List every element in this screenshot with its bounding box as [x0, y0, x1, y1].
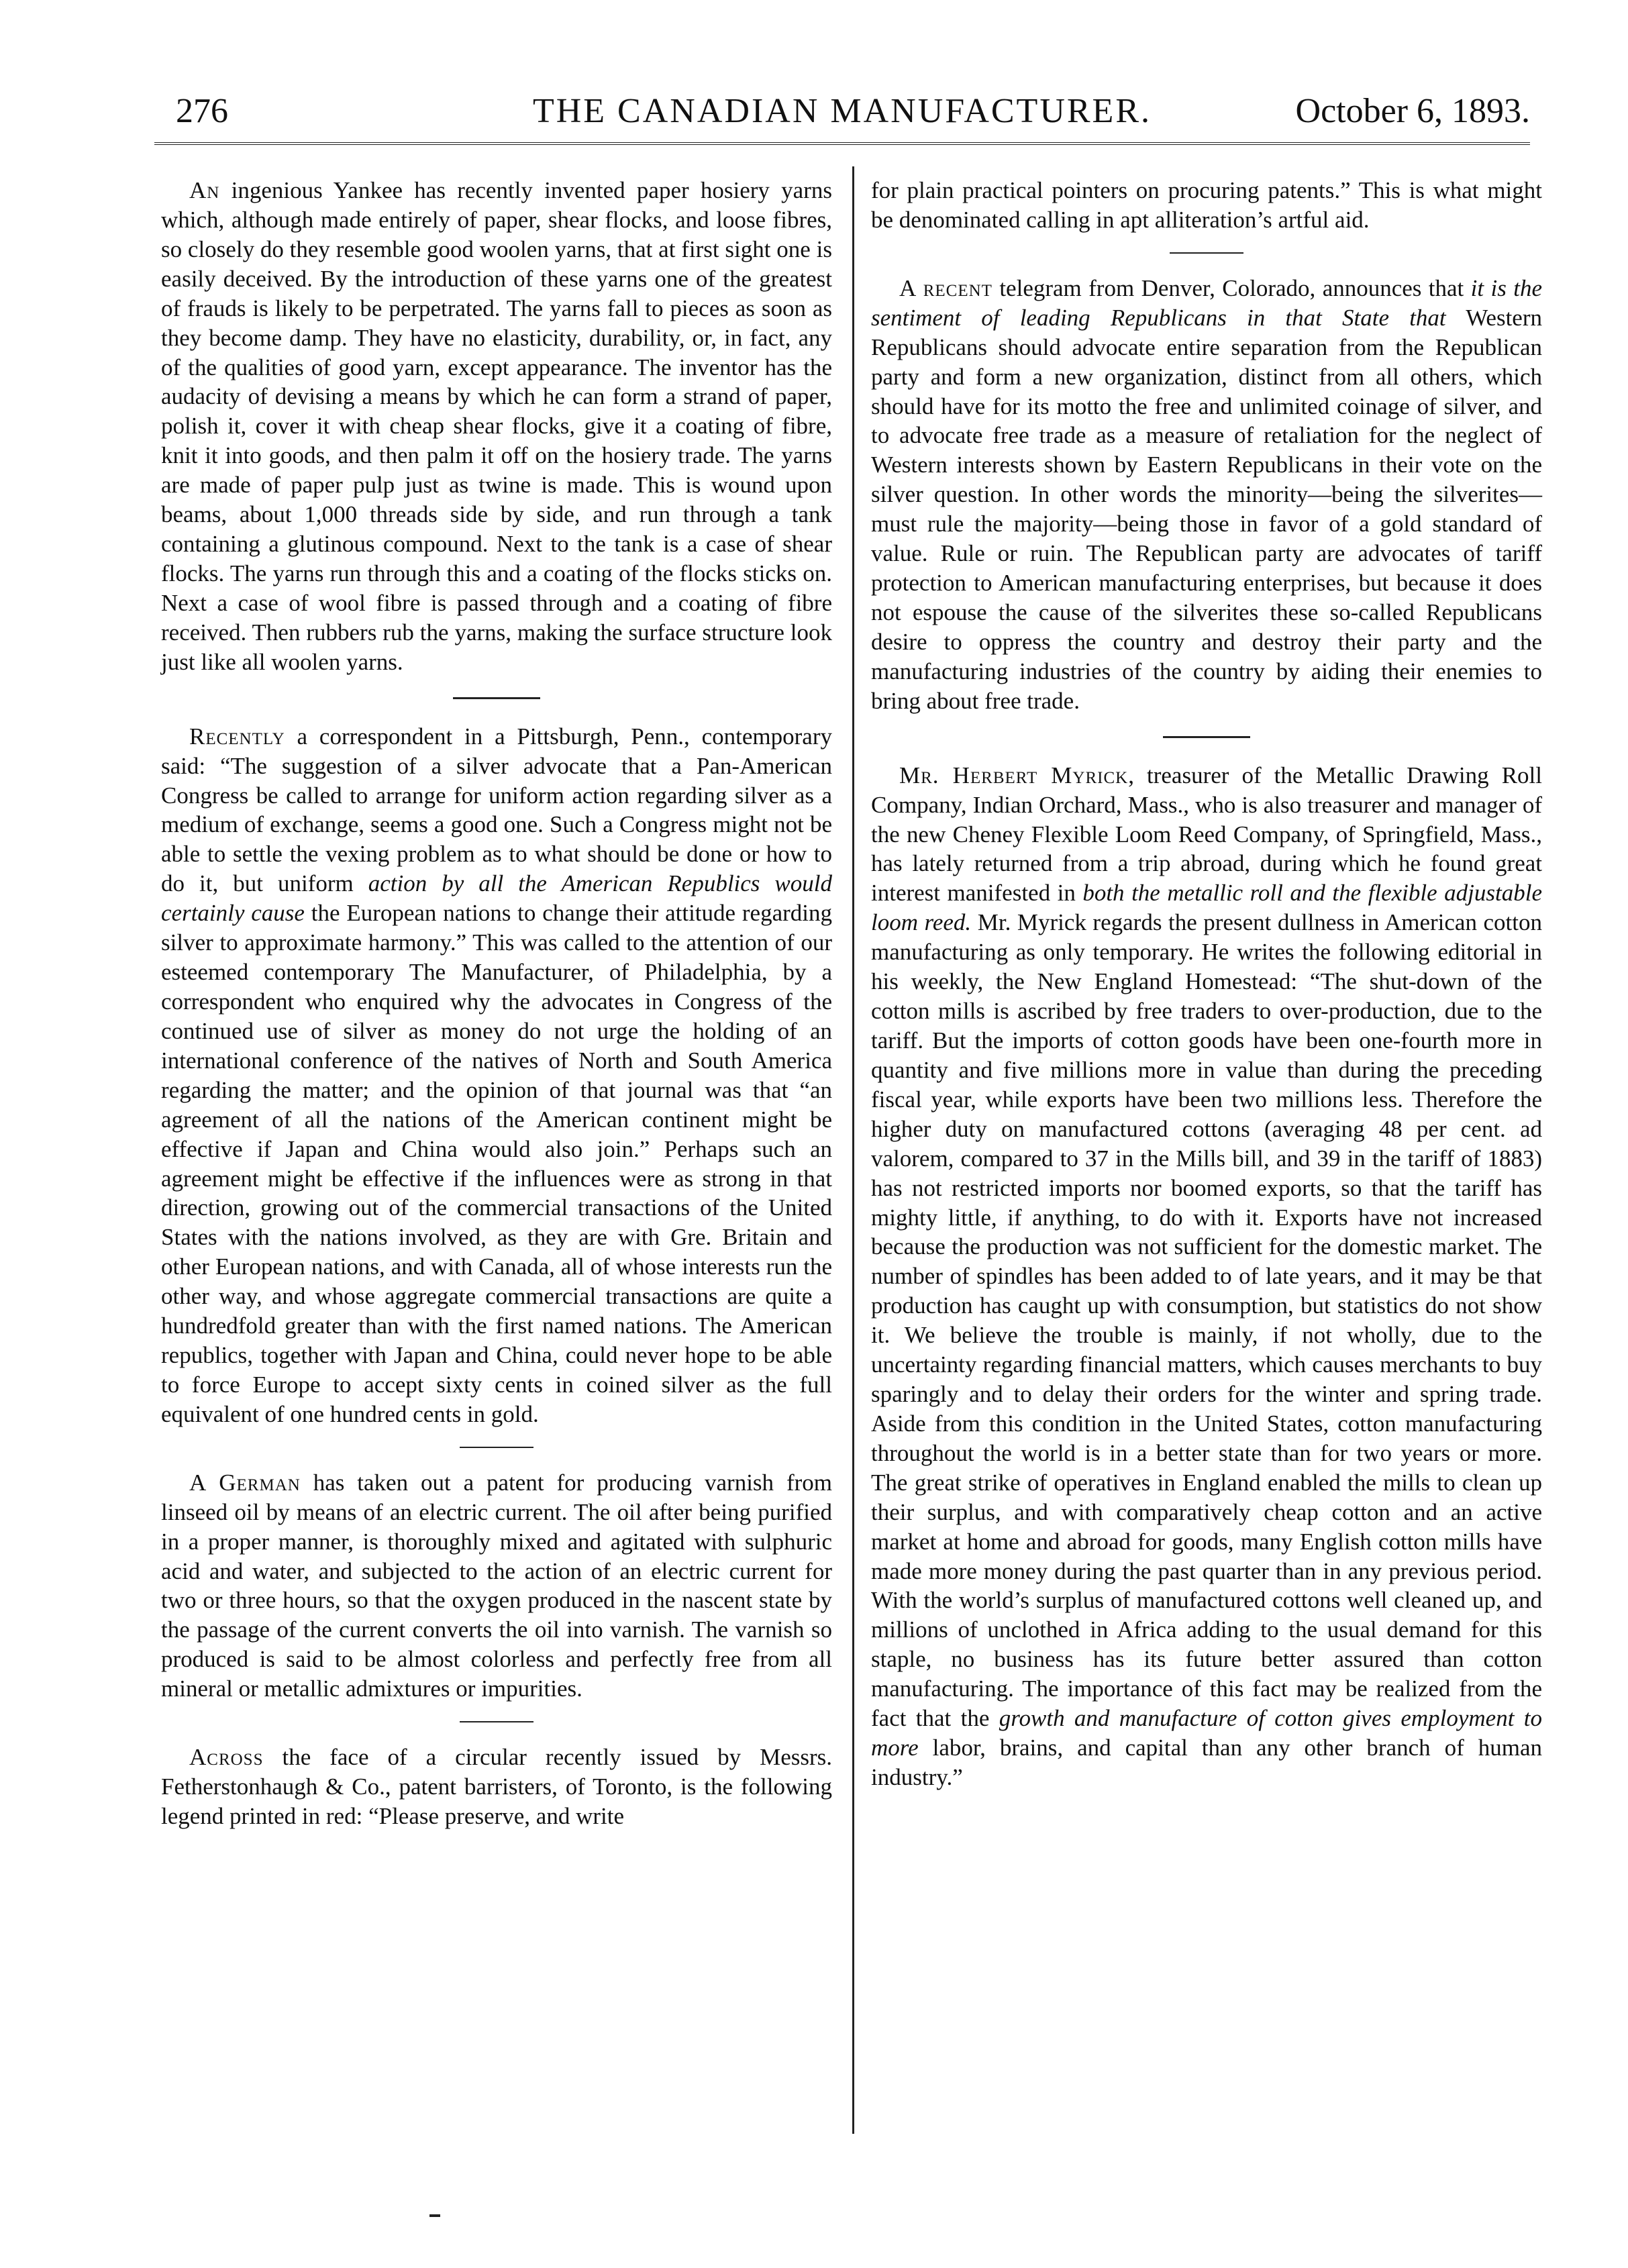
article-body: the European nations to change their attitude regarding silver to approximate harmony.” This was called to the attention of our esteemed contemporary The Manufacturer, of Philadelphia, by a correspondent who enquired why the advocates in Congress of the continued use of silver as money do not urge the holding of an international conference of the natives of North and South America regarding the matter; and the opinion of that journal was that “an agreement of all the nations of the American continent might be effective if Japan and China would also join.” Perhaps such an agreement might be effective if the influences were as strong in that direction, growing out of the commercial transactions of the United States with the nations involved, as they are with Gre. Britain and other European nations, and with Canada, all of whose interests run the other way, and whose aggregate commercial transactions are quite a hundredfold greater than with the first named nations. The American republics, together with Japan and China, could never hope to be able to force Europe to accept sixty cents in coined silver as the full equivalent of one hundred cents in gold. [161, 900, 832, 1427]
article-italic: growth and manufacture of cotton gives employment to more [871, 1705, 1542, 1761]
article-separator [460, 1721, 533, 1722]
article-italic: both the metallic roll and the flexible adjustable loom reed. [871, 880, 1542, 936]
page-header [154, 86, 1530, 146]
article-lede: Across [189, 1744, 264, 1771]
article-body: Mr. Myrick regards the present dullness in American cotton manufacturing as only temporary. He writes the following editorial in his weekly, the New England Homestead: “The shut-down of the cotton mills is ascribed by free traders to over-production, due to the tariff. But the imports of cotton goods have been one-fourth more in quantity and five millions more in value than during the preceding fiscal year, while exports have been two millions less. Therefore the higher duty on manufactured cottons (averaging 48 per cent. ad valorem, compared to 37 in the Mills bill, and 39 in the tariff of 1883) has not restricted imports nor boomed exports, so that the tariff has mighty little, if anything, to do with it. Exports have not increased because the production was not sufficient for the domestic market. The number of spindles has been added to of late years, and it may be that production has caught up with consumption, but statistics do not show it. We believe the trouble is mainly, if not wholly, due to the uncertainty regarding financial matters, which causes merchants to buy sparingly and to delay their orders for the winter and spring trade. Aside from this condition in the United States, cotton manufacturing throughout the world is in a better state than for two years or more. The great strike of operatives in England enabled the mills to clean up their surplus, and with comparatively cheap cotton and an active market at home and abroad for goods, many English cotton mills have made more money during the past quarter than in any previous period. With the world’s surplus of manufactured cottons well cleaned up, and millions of unclothed in Africa adding to the usual demand for this staple, no business has its future better assured than cotton manufacturing. The importance of this fact may be realized from the fact that the [871, 909, 1542, 1732]
article-electric-varnish [161, 1468, 832, 1704]
article-separator [1163, 736, 1250, 738]
left-column [161, 176, 832, 1831]
article-body: for plain practical pointers on procuring patents.” This is what might be denominated calling in apt alliteration’s artful aid. [871, 177, 1542, 233]
article-separator [1170, 252, 1243, 254]
page-number: 276 [176, 92, 228, 130]
article-body: telegram from Denver, Colorado, announces that [992, 274, 1471, 301]
article-body: a correspondent in a Pittsburgh, Penn., contemporary said: “The suggestion of a silver advocate that a Pan-American Congress be called to arrange for uniform action regarding silver as a medium of exchange, seems a good one. Such a Congress might not be able to settle the vexing problem as to what should be done or how to do it, but uniform [161, 723, 832, 897]
column-divider [852, 166, 854, 2134]
article-paper-hosiery [161, 176, 832, 677]
article-body: the face of a circular recently issued by Messrs. Fetherstonhaugh & Co., patent barristers, of Toronto, is the following legend printed in red: “Please preserve, and write [161, 1744, 832, 1830]
article-separator [460, 1447, 533, 1448]
article-myrick-cotton [871, 761, 1542, 1792]
article-lede: Mr. Herbert Myrick [899, 762, 1129, 788]
article-lede: Recently [189, 723, 285, 750]
article-body: Western Republicans should advocate entire separation from the Republican party and form a new organization, distinct from all others, which should have for its motto the free and unlimited coinage of silver, and to advocate free trade as a measure of retaliation for the neglect of Western interests shown by Eastern Republicans in their vote on the silver question. In other words the minority—being the silverites—must rule the majority—being those in favor of a gold standard of value. Rule or ruin. The Republican party are advocates of tariff protection to American manufacturing enterprises, but because it does not espouse the cause of the silverites these so-called Republicans desire to oppress the country and destroy their party and the manufacturing industries of the country by aiding their enemies to bring about free trade. [871, 304, 1542, 714]
article-denver-republicans [871, 274, 1542, 716]
article-lede: A recent [899, 274, 993, 301]
publication-title: THE CANADIAN MANUFACTURER. [532, 92, 1152, 130]
page-footer-mark [429, 2214, 440, 2217]
article-lede: A German [189, 1469, 301, 1496]
issue-date: October 6, 1893. [1295, 92, 1530, 130]
article-body: , treasurer of the Metallic Drawing Roll Company, Indian Orchard, Mass., who is also treasurer and manager of the new Cheney Flexible Loom Reed Company, of Springfield, Mass., has lately returned from a trip abroad, during which he found great interest manifested in [871, 762, 1542, 907]
article-separator [453, 697, 540, 699]
right-column [871, 176, 1542, 1792]
article-body: labor, brains, and capital than any other branch of human industry.” [871, 1735, 1542, 1791]
article-patent-circular [161, 1743, 832, 1831]
header-rule [154, 142, 1530, 145]
article-body: ingenious Yankee has recently invented paper hosiery yarns which, although made entirely of paper, shear flocks, and loose fibres, so closely do they resemble good woolen yarns, that at first sight one is easily deceived. By the introduction of these yarns one of the greatest of frauds is likely to be perpetrated. The yarns fall to pieces as soon as they become damp. They have no elasticity, durability, or, in fact, any of the qualities of good yarn, except appearance. The inventor has the audacity of devising a means by which he can form a strand of paper, polish it, cover it with cheap shear flocks, give it a coating of fibre, knit it into goods, and then palm it off on the hosiery trade. The yarns are made of paper pulp just as twine is made. This is wound upon beams, about 1,000 threads side by side, and run through a tank containing a glutinous compound. Next to the tank is a case of shear flocks. The yarns run through this and a coating of the flocks sticks on. Next a case of wool fibre is passed through and a coating of fibre received. Then rubbers rub the yarns, making the surface structure look just like all woolen yarns. [161, 177, 832, 675]
article-patent-circular-continued [871, 176, 1542, 235]
article-lede: An [189, 177, 220, 203]
article-pan-american-silver [161, 722, 832, 1429]
article-body: has taken out a patent for producing varnish from linseed oil by means of an electric current. The oil after being purified in a proper manner, is thoroughly mixed and agitated with sulphuric acid and water, and subjected to the action of an electric current for two or three hours, so that the oxygen produced in the nascent state by the passage of the current converts the oil into varnish. The varnish so produced is said to be almost colorless and perfectly free from all mineral or metallic admixtures or impurities. [161, 1469, 832, 1702]
article-italic: it is the sentiment of leading Republicans in that State that [871, 274, 1542, 331]
article-italic: action by all the American Republics would certainly cause [161, 870, 833, 927]
